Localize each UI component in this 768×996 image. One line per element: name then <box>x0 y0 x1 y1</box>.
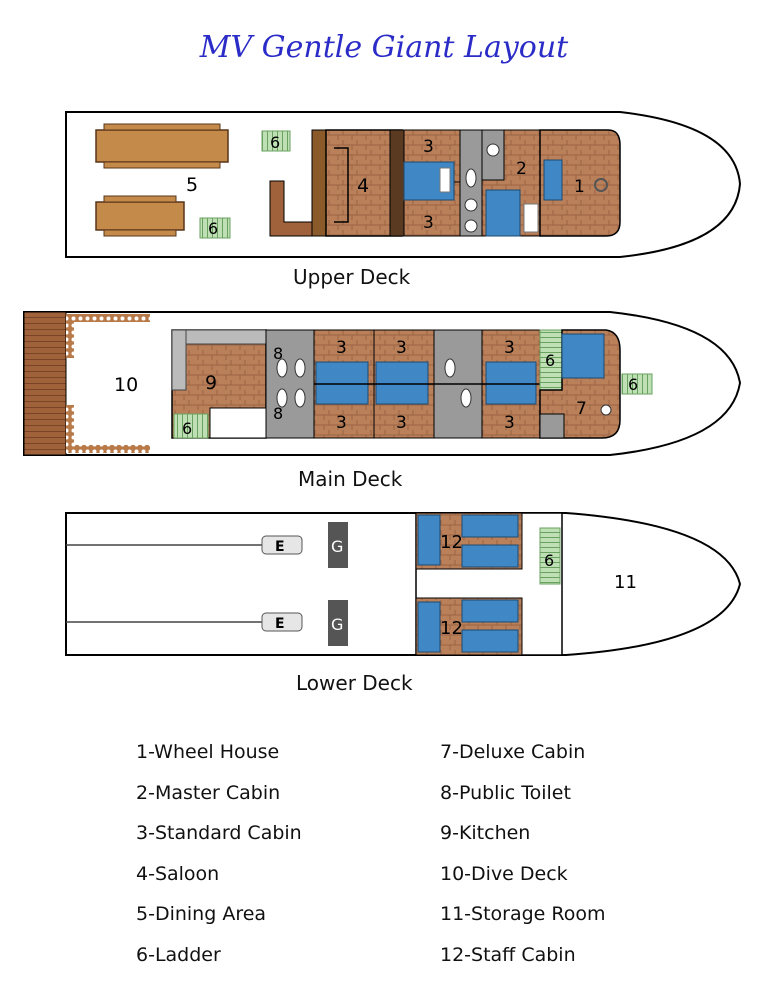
bed <box>486 190 520 236</box>
bed <box>562 334 604 378</box>
mark-six: 6 <box>208 219 219 238</box>
mark-eight: 8 <box>273 404 284 423</box>
mark-five: 5 <box>186 174 199 196</box>
mark-three: 3 <box>396 338 407 358</box>
dive-deck-planks <box>24 312 66 455</box>
bed <box>376 362 428 404</box>
legend-right <box>440 732 606 975</box>
mark-generator: G <box>331 615 344 634</box>
diagram-title: MV Gentle Giant Layout <box>199 30 569 65</box>
legend-item: 11-Storage Room <box>440 903 606 925</box>
legend-item: 3-Standard Cabin <box>136 822 302 844</box>
mark-three: 3 <box>423 137 434 157</box>
legend-item: 4-Saloon <box>136 862 220 885</box>
legend-item: 7-Deluxe Cabin <box>440 741 586 763</box>
mark-three: 3 <box>423 213 434 233</box>
mark-three: 3 <box>504 338 515 358</box>
mark-six: 6 <box>270 133 281 152</box>
dining-table <box>96 130 228 162</box>
bed <box>462 600 518 622</box>
mark-four: 4 <box>357 175 370 197</box>
mark-six: 6 <box>544 551 555 570</box>
mark-eight: 8 <box>273 344 284 363</box>
mark-one: 1 <box>574 177 585 197</box>
mark-six: 6 <box>182 419 193 438</box>
legend-left <box>136 732 302 975</box>
main-deck <box>24 312 740 455</box>
lower-deck-label: Lower Deck <box>296 671 413 695</box>
mark-ten: 10 <box>114 374 139 396</box>
main-deck-label: Main Deck <box>298 467 403 491</box>
legend-item: 9-Kitchen <box>440 822 531 844</box>
legend-item: 5-Dining Area <box>136 903 267 925</box>
mark-nine: 9 <box>205 372 218 394</box>
mark-generator: G <box>331 537 344 556</box>
bed <box>462 545 518 567</box>
bed <box>486 362 536 404</box>
upper-deck <box>66 112 740 257</box>
mark-engine: E <box>275 539 285 555</box>
mark-twelve: 12 <box>440 618 463 639</box>
legend-item: 2-Master Cabin <box>136 781 281 804</box>
mark-six: 6 <box>628 375 639 394</box>
mark-three: 3 <box>396 413 407 433</box>
mark-three: 3 <box>504 413 515 433</box>
dining-table <box>96 202 184 230</box>
mark-seven: 7 <box>576 399 587 419</box>
lower-deck-hull <box>66 513 740 655</box>
mark-eleven: 11 <box>614 572 637 593</box>
lower-deck <box>66 513 740 655</box>
bed <box>544 160 562 200</box>
mark-six: 6 <box>545 351 556 370</box>
mark-twelve: 12 <box>440 532 463 553</box>
mark-engine: E <box>275 616 285 632</box>
legend-item: 10-Dive Deck <box>440 862 568 885</box>
bed <box>462 515 518 537</box>
bed <box>316 362 368 404</box>
legend-item: 8-Public Toilet <box>440 781 571 804</box>
bed <box>418 515 440 565</box>
mark-two: 2 <box>516 159 527 179</box>
legend-item: 1-Wheel House <box>136 741 280 763</box>
mark-three: 3 <box>336 338 347 358</box>
bed <box>418 602 440 652</box>
bed <box>462 630 518 652</box>
mark-three: 3 <box>336 413 347 433</box>
legend-item: 12-Staff Cabin <box>440 943 576 966</box>
upper-deck-label: Upper Deck <box>293 265 411 289</box>
legend-item: 6-Ladder <box>136 943 221 966</box>
